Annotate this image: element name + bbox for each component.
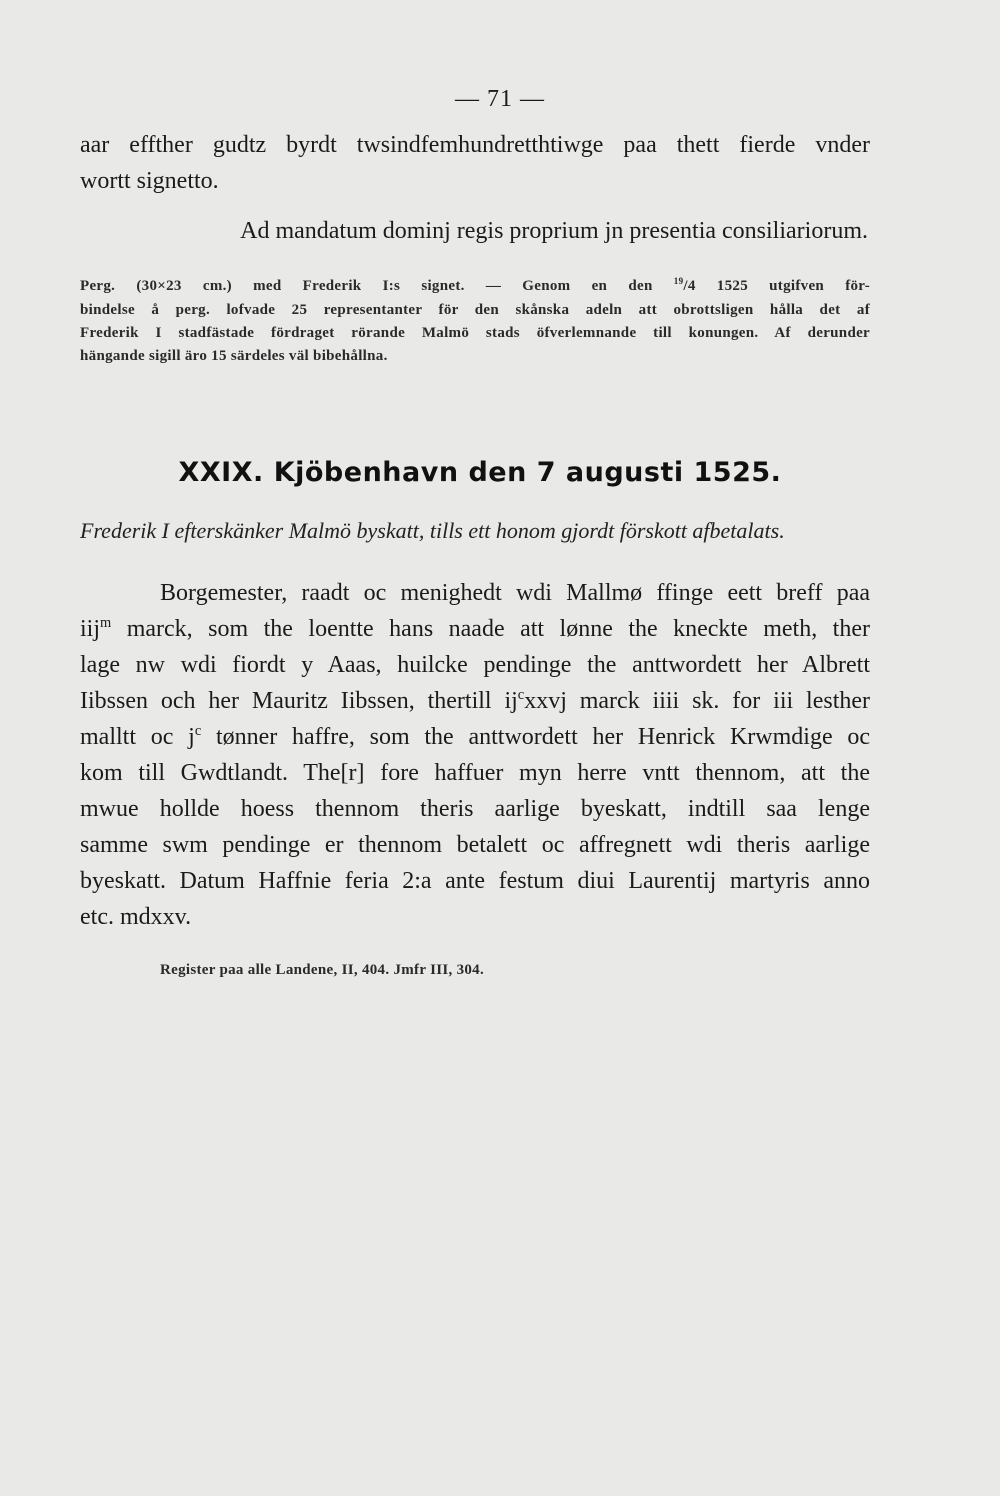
letter-line: mwue hollde hoess thennom theris aarlige byeskatt, indtill saa lenge (80, 796, 870, 822)
letter-text: marck, som the loentte hans naade att lønne the kneckte meth, ther (111, 616, 870, 642)
note-line: hängande sigill äro 15 särdeles väl bibehållna. (80, 348, 388, 364)
page-number: — 71 — (455, 86, 545, 112)
letter-line: lage nw wdi fiordt y Aaas, huilcke pendinge the anttwordett her Albrett (80, 652, 870, 678)
letter-text: iij (80, 616, 101, 642)
note-superscript: 19 (673, 276, 684, 286)
continuation-line: aar effther gudtz byrdt twsindfemhundretthtiwge paa thett fierde vnder (80, 132, 870, 158)
letter-line: samme swm pendinge er thennom betalett oc affregnett wdi theris aarlige (80, 832, 870, 858)
letter-text: Iibssen och her Mauritz Iibssen, thertill ij (80, 688, 518, 714)
note-text: /4 1525 utgifven för- (683, 278, 870, 294)
letter-text: tønner haffre, som the anttwordett her Henrick Krwmdige oc (201, 724, 871, 750)
continuation-line: wortt signetto. (80, 168, 219, 194)
letter-superscript: c (517, 687, 525, 703)
mandatum-line: Ad mandatum dominj regis proprium jn presentia consiliariorum. (240, 218, 868, 244)
note-line: bindelse å perg. lofvade 25 representanter för den skånska adeln att obrottsligen hålla det af (80, 302, 870, 318)
note-line (80, 278, 870, 295)
letter-text: xxvj marck iiii sk. for iii lesther (524, 688, 871, 714)
letter-line (80, 722, 870, 752)
letter-line (80, 686, 870, 716)
letter-line: etc. mdxxv. (80, 904, 192, 930)
letter-line: byeskatt. Datum Haffnie feria 2:a ante festum diui Laurentij martyris anno (80, 868, 870, 894)
letter-line (80, 614, 870, 644)
letter-line: Borgemester, raadt oc menighedt wdi Mallmø ffinge eett breff paa (160, 580, 870, 606)
register-reference: Register paa alle Landene, II, 404. Jmfr III, 304. (160, 962, 485, 978)
note-line: Frederik I stadfästade fördraget rörande Malmö stads öfverlemnande till konungen. Af derunder (80, 325, 870, 341)
document-heading: XXIX. Kjöbenhavn den 7 augusti 1525. (178, 457, 782, 488)
document-summary: Frederik I efterskänker Malmö byskatt, tills ett honom gjordt förskott afbetalats. (80, 518, 785, 543)
letter-superscript: m (100, 615, 112, 631)
letter-line: kom till Gwdtlandt. The[r] fore haffuer myn herre vntt thennom, att the (80, 760, 870, 786)
note-text: Perg. (30×23 cm.) med Frederik I:s signet. — Genom en den (80, 278, 674, 294)
letter-text: malltt oc j (80, 724, 195, 750)
letter-superscript: c (194, 723, 202, 739)
